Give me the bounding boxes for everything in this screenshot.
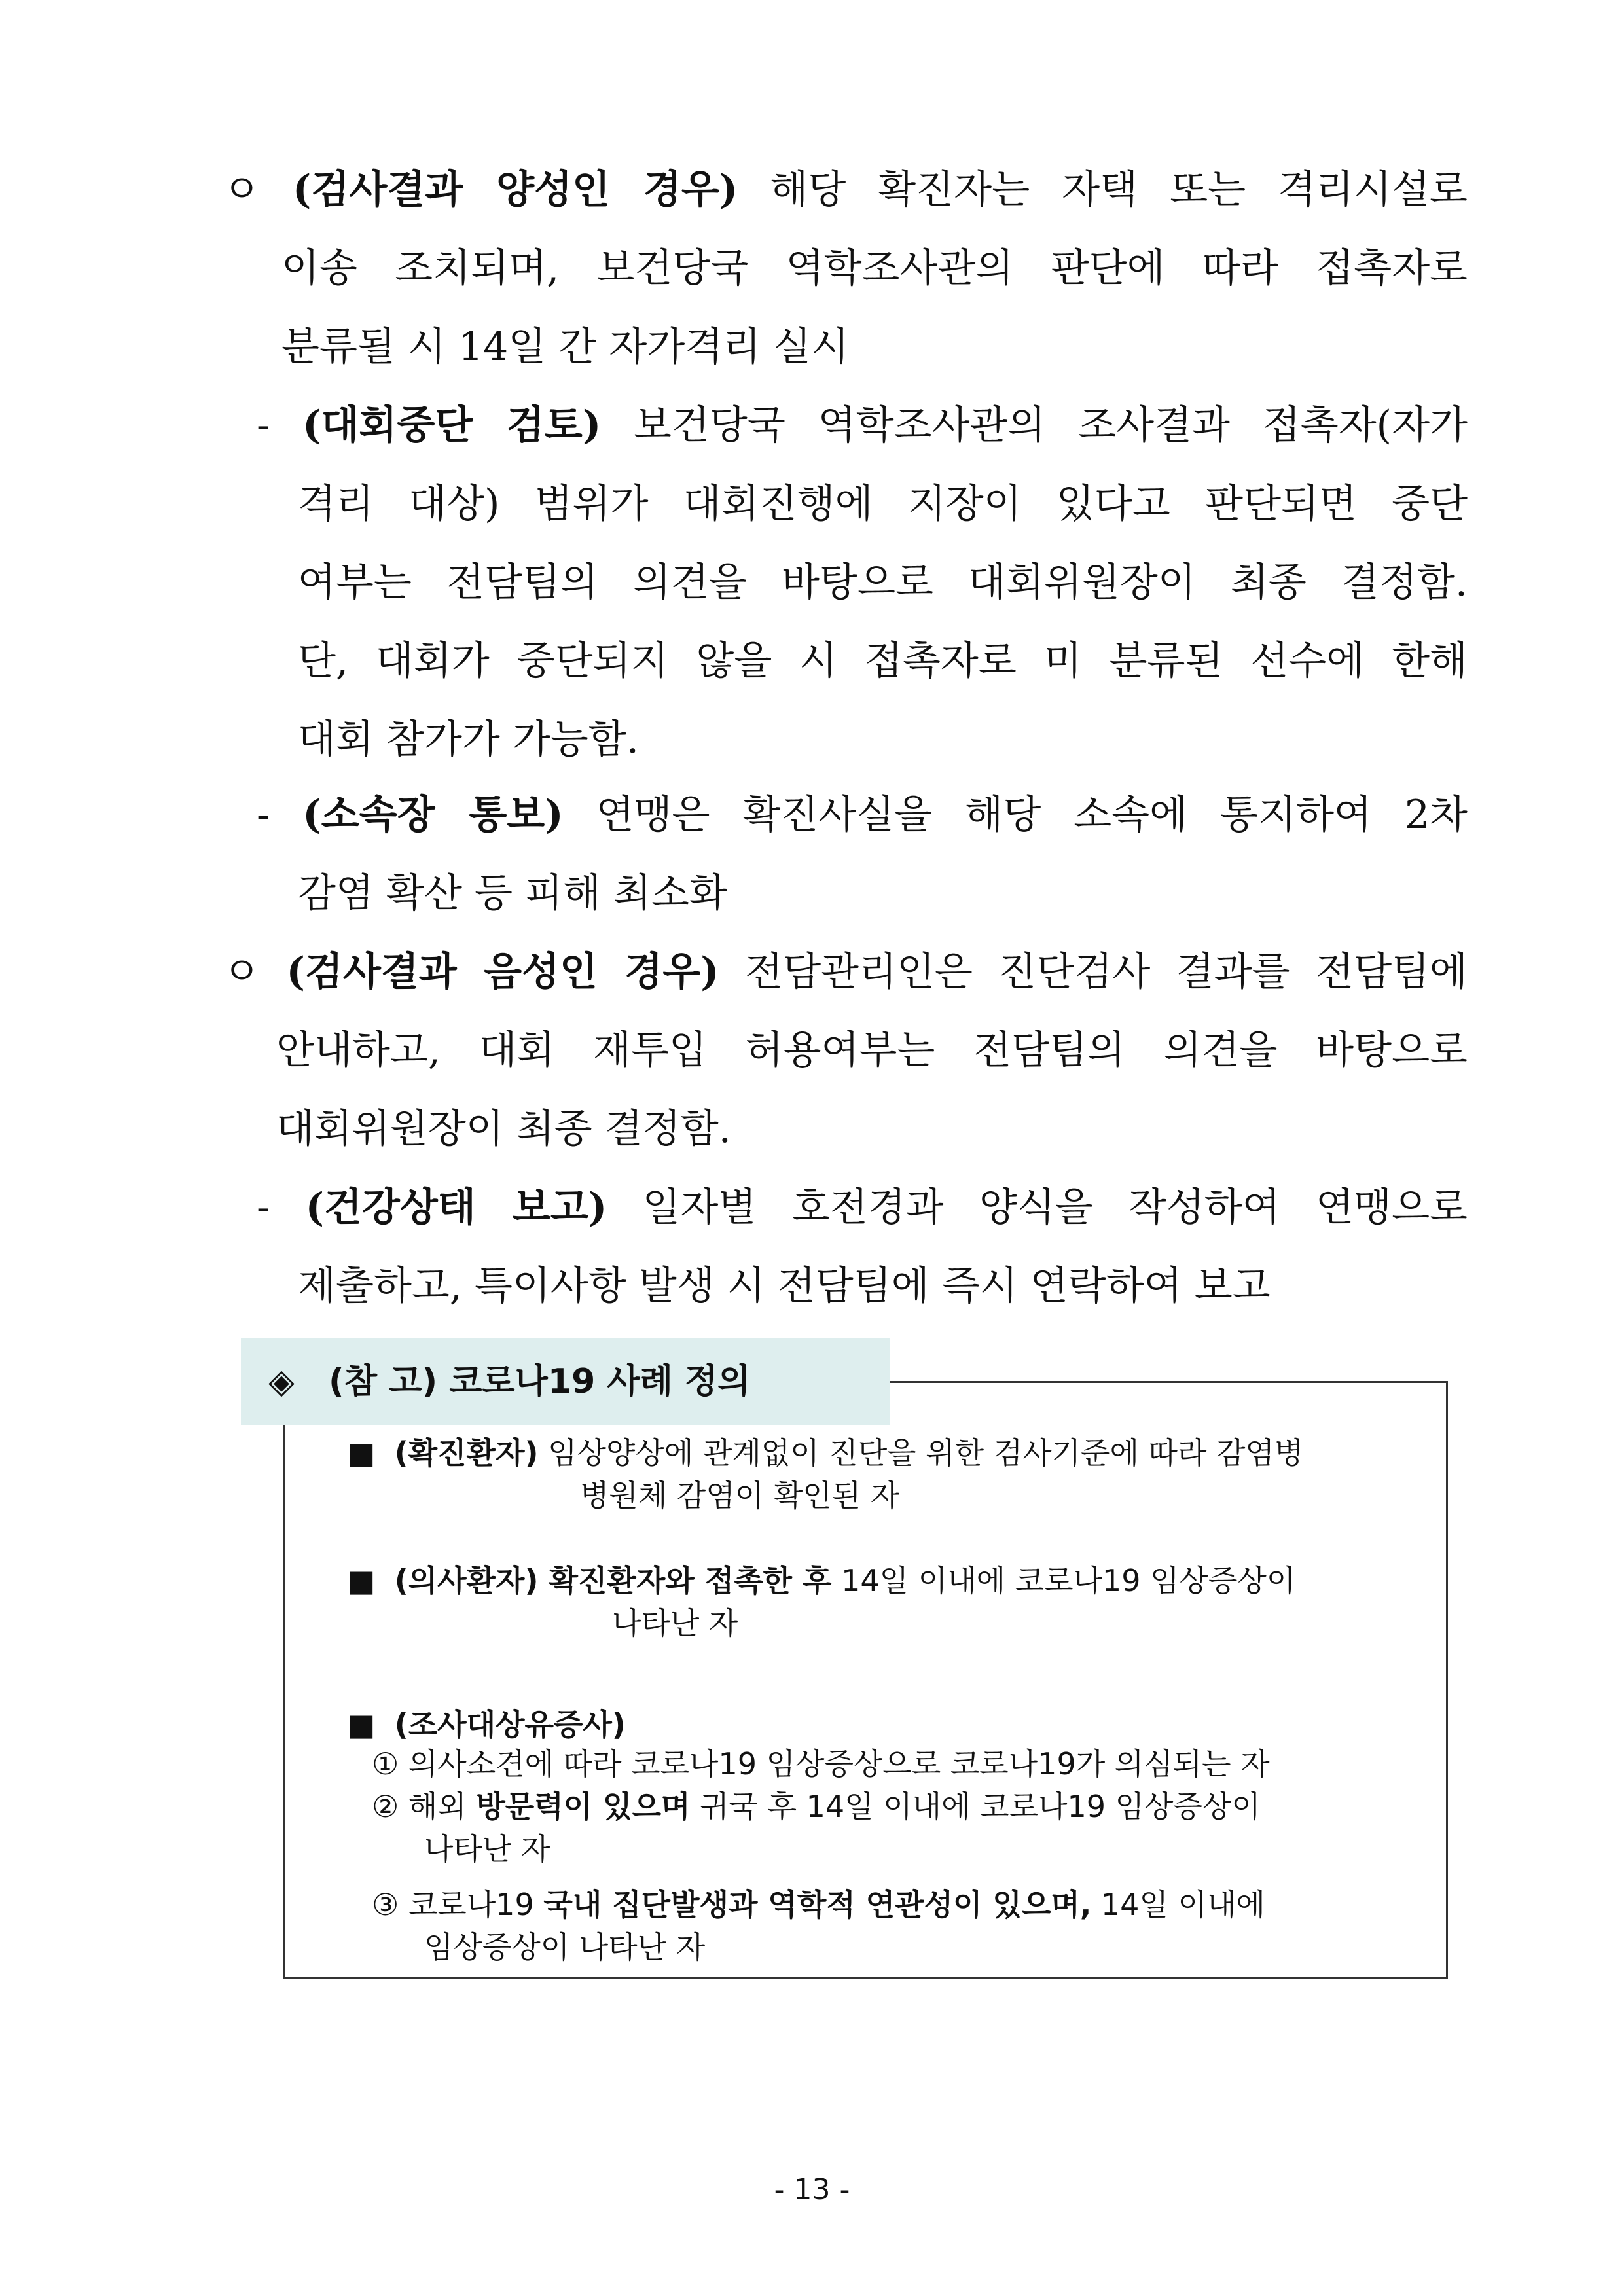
reference-suspected-line1: ■ (의사환자) 확진환자와 접촉한 후 14일 이내에 코로나19 임상증상이 <box>347 1563 1296 1598</box>
reference-item-3-line2: 임상증상이 나타난 자 <box>424 1929 706 1965</box>
square-bullet-icon: ■ <box>347 1707 376 1742</box>
paragraph-health-line2: 제출하고, 특이사항 발생 시 전담팀에 즉시 연락하여 보고 <box>298 1263 1271 1309</box>
reference-investigation-title: ■ (조사대상유증사) <box>347 1707 626 1742</box>
paragraph-suspend-line4: 단, 대회가 중단되지 않을 시 접촉자로 미 분류된 선수에 한해 <box>298 638 1468 684</box>
paragraph-suspend-line3: 여부는 전담팀의 의견을 바탕으로 대회위원장이 최종 결정함. <box>298 560 1468 605</box>
bullet: ㅇ <box>223 949 261 995</box>
paragraph-positive-line3: 분류될 시 14일 간 자가격리 실시 <box>281 324 850 370</box>
reference-item-2: ② 해외 방문력이 있으며 귀국 후 14일 이내에 코로나19 임상증상이 <box>372 1789 1261 1824</box>
reference-confirmed-line2: 병원체 감염이 확인된 자 <box>580 1478 900 1513</box>
reference-confirmed-line1: ■ (확진환자) 임상양상에 관계없이 진단을 위한 검사기준에 따라 감염병 <box>347 1435 1304 1471</box>
paragraph-health-line1: - (건강상태 보고) 일자별 호전경과 양식을 작성하여 연맹으로 <box>257 1185 1468 1230</box>
reference-item-1: ① 의사소견에 따라 코로나19 임상증상으로 코로나19가 의심되는 자 <box>372 1746 1270 1782</box>
paragraph-suspend-line1: - (대회중단 검토) 보건당국 역학조사관의 조사결과 접촉자(자가 <box>257 403 1468 448</box>
square-bullet-icon: ■ <box>347 1563 376 1598</box>
paragraph-notify-line1: - (소속장 통보) 연맹은 확진사실을 해당 소속에 통지하여 2차 <box>257 792 1468 838</box>
paragraph-notify-line2: 감염 확산 등 피해 최소화 <box>298 870 727 916</box>
paragraph-positive-line1: ㅇ (검사결과 양성인 경우) 해당 확진자는 자택 또는 격리시설로 <box>223 167 1468 213</box>
reference-title: ◈ (참 고) 코로나19 사례 정의 <box>241 1338 890 1425</box>
positive-label: (검사결과 양성인 경우) <box>293 167 738 213</box>
square-bullet-icon: ■ <box>347 1435 376 1471</box>
paragraph-negative-line3: 대회위원장이 최종 결정함. <box>276 1106 731 1152</box>
reference-item-2-line2: 나타난 자 <box>424 1831 550 1867</box>
bullet: ㅇ <box>223 167 261 213</box>
health-label: (건강상태 보고) <box>305 1185 607 1230</box>
reference-suspected-line2: 나타난 자 <box>612 1605 738 1641</box>
suspend-label: (대회중단 검토) <box>302 403 602 448</box>
paragraph-negative-line1: ㅇ (검사결과 음성인 경우) 전담관리인은 진단검사 결과를 전담팀에 <box>223 949 1468 995</box>
reference-item-3: ③ 코로나19 국내 집단발생과 역학적 연관성이 있으며, 14일 이내에 <box>372 1887 1265 1922</box>
diamond-icon: ◈ <box>268 1362 295 1401</box>
paragraph-negative-line2: 안내하고, 대회 재투입 허용여부는 전담팀의 의견을 바탕으로 <box>276 1028 1468 1073</box>
paragraph-suspend-line5: 대회 참가가 가능함. <box>298 717 639 762</box>
paragraph-positive-line2: 이송 조치되며, 보건당국 역학조사관의 판단에 따라 접촉자로 <box>281 245 1468 291</box>
paragraph-suspend-line2: 격리 대상) 범위가 대회진행에 지장이 있다고 판단되면 중단 <box>298 481 1468 527</box>
notify-label: (소속장 통보) <box>302 792 564 838</box>
page-number: - 13 - <box>774 2173 850 2206</box>
negative-label: (검사결과 음성인 경우) <box>286 949 719 995</box>
